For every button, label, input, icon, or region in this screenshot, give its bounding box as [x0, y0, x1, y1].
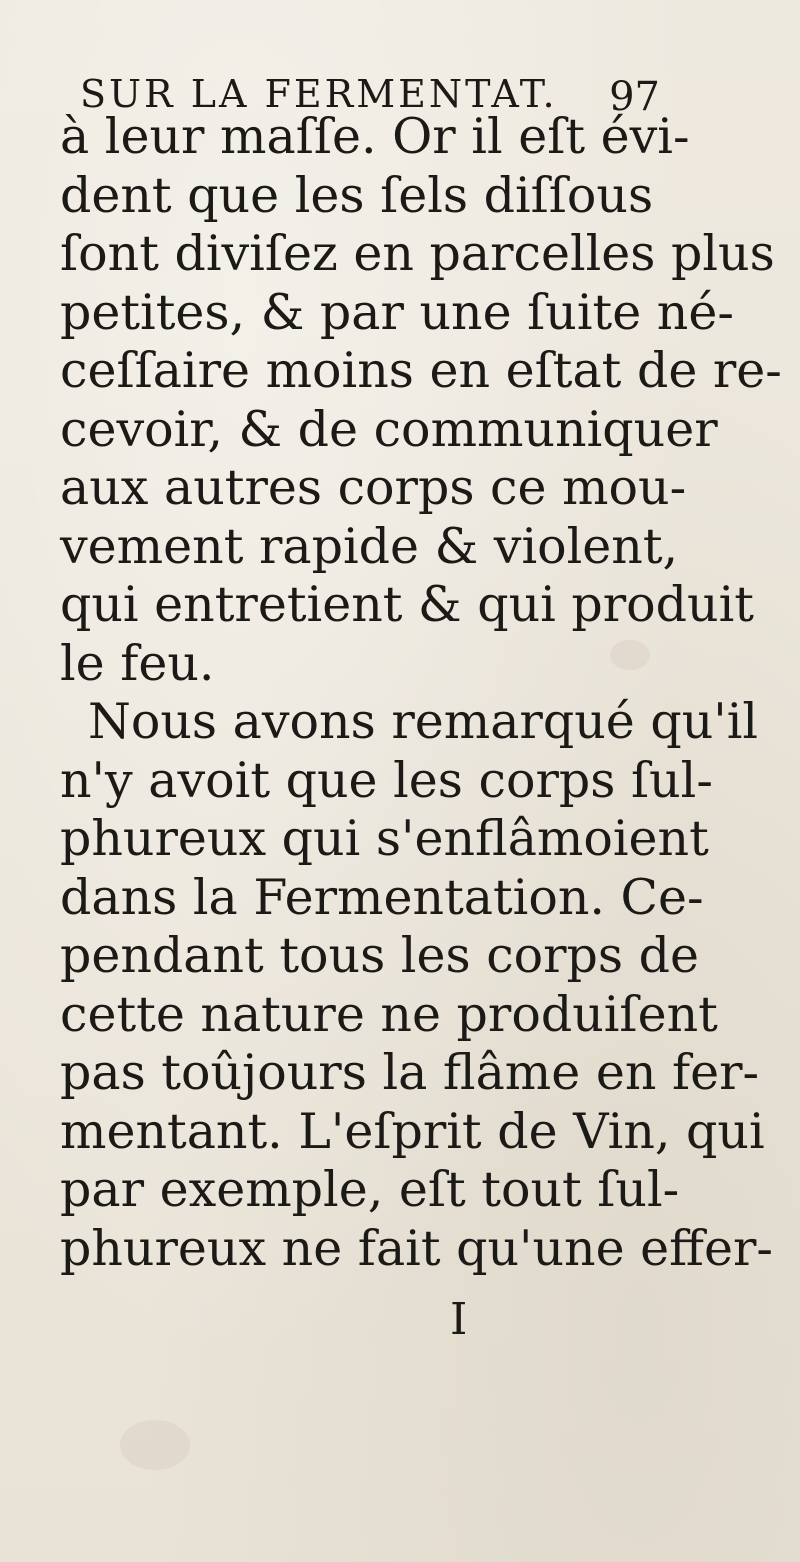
- paper-stain: [120, 1420, 190, 1470]
- text-line: phureux ne fait qu'une effer-: [60, 1219, 773, 1277]
- text-line: dans la Fermentation. Ce-: [60, 868, 704, 926]
- text-line: par exemple, eſt tout ſul-: [60, 1161, 680, 1218]
- text-line: n'y avoit que les corps ſul-: [60, 751, 713, 809]
- text-line: ceſſaire moins en eſtat de re-: [60, 342, 782, 399]
- text-line: pas toûjours la flâme en fer-: [60, 1044, 760, 1101]
- text-line: à leur maſſe. Or il eſt évi-: [60, 108, 690, 165]
- text-line: le feu.: [60, 634, 215, 692]
- text-line: phureux qui s'enflâmoient: [60, 810, 709, 867]
- text-line: dent que les ſels diſſous: [60, 166, 654, 224]
- text-line: vement rapide & violent,: [60, 517, 679, 575]
- text-line: qui entretient & qui produit: [60, 576, 754, 633]
- text-line: petites, & par une ſuite né-: [60, 283, 734, 341]
- text-line: aux autres corps ce mou-: [60, 459, 687, 516]
- text-line: cevoir, & de communiquer: [60, 400, 718, 458]
- text-line: ſont diviſez en parcelles plus: [60, 225, 775, 282]
- text-line: mentant. L'eſprit de Vin, qui: [60, 1102, 765, 1160]
- text-line: cette nature ne produiſent: [60, 985, 718, 1043]
- catchword: I: [450, 1294, 468, 1345]
- paragraph-first-line: Nous avons remarqué qu'il: [88, 693, 759, 750]
- text-line: pendant tous les corps de: [60, 927, 700, 984]
- body-text: [60, 108, 782, 1278]
- page-number: 97: [609, 74, 660, 120]
- running-head-title: SUR LA FERMENTAT.: [80, 72, 558, 116]
